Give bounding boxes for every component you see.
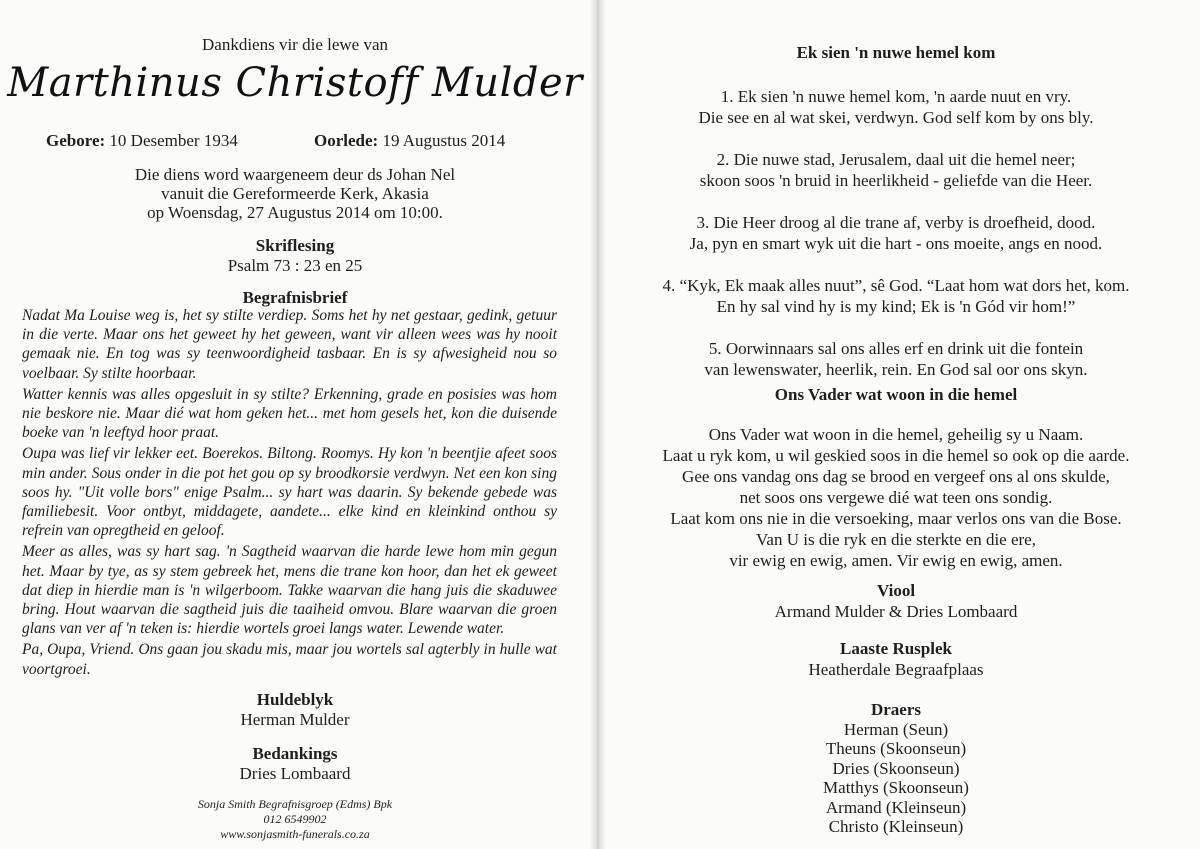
prayer-line: vir ewig en ewig, amen. Vir ewig en ewig, amen. — [729, 551, 1063, 570]
footer-company: Sonja Smith Begrafnisgroep (Edms) Bpk — [197, 797, 393, 811]
page-fold — [590, 0, 606, 849]
died-date — [314, 131, 505, 151]
letter-paragraph: Oupa was lief vir lekker eet. Boerekos. Biltong. Roomys. Hy kon 'n beentjie afeet soos min ander. Sous onder in die pot het gou op sy broodkorsie verdwyn. Net een kon sing soos hy. "Uit volle bors" enige Psalm... sy hart was daarin. Sy bekende gebede was familiebesit. Voor ontbyt, middagete, aandete... elke kind en kleinkind onthou sy refrein van opregtheid en geloof. — [22, 445, 557, 540]
born-label: Gebore: — [46, 131, 106, 150]
born-value: 10 Desember 1934 — [109, 131, 238, 150]
footer-phone: 012 6549902 — [263, 812, 327, 826]
letter-paragraph: Watter kennis was alles opgesluit in sy stilte? Erkenning, grade en posisies was hom nie beskore nie. Maar dié wat hom geken het... met hom gesels het, kon die duisende boeke van 'n leeftyd hoor praat. — [22, 385, 557, 442]
prayer-line: Laat kom ons nie in die versoeking, maar verlos ons van die Bose. — [670, 509, 1122, 528]
service-details — [0, 165, 590, 222]
bearers-section — [606, 700, 1186, 837]
bearer-item: Christo (Kleinseun) — [828, 817, 964, 836]
service-line: vanuit die Gereformeerde Kerk, Akasia — [161, 184, 429, 203]
violin-value: Armand Mulder & Dries Lombaard — [774, 602, 1018, 621]
prayer-line: Ons Vader wat woon in die hemel, geheilig sy u Naam. — [708, 425, 1084, 444]
letter-title — [0, 288, 590, 308]
bearer-item: Dries (Skoonseun) — [832, 758, 960, 778]
letter-heading: Begrafnisbrief — [242, 288, 348, 307]
bearer-item: Matthys (Skoonseun) — [823, 778, 969, 797]
rest-title: Laaste Rusplek — [840, 639, 952, 658]
violin-title: Viool — [876, 581, 916, 600]
hymn-title: Ek sien 'n nuwe hemel kom — [796, 43, 996, 62]
letter-paragraph: Pa, Oupa, Vriend. Ons gaan jou skadu mis, maar jou wortels sal agterbly in hulle wat voortgroei. — [22, 641, 557, 678]
service-line: Die diens word waargeneem deur ds Johan Nel — [134, 165, 456, 184]
funeral-letter — [22, 306, 557, 681]
prayer-title: Ons Vader wat woon in die hemel — [774, 385, 1018, 404]
reading-value: Psalm 73 : 23 en 25 — [227, 256, 363, 275]
verse-line: 4. “Kyk, Ek maak alles nuut”, sê God. “Laat hom wat dors het, kom. — [662, 276, 1130, 295]
verse-line: van lewenswater, heerlik, rein. En God sal oor ons skyn. — [704, 360, 1088, 379]
bearer-item: Theuns (Skoonseun) — [825, 739, 967, 758]
letter-paragraph: Nadat Ma Louise weg is, het sy stilte verdiep. Soms het hy net gestaar, gedink, getuur in die verte. Maar ons het geweet hy het geween, want vir alleen wees was hy nooit gemaak nie. En tog was sy teenwoordigheid tasbaar. En is sy afwesigheid nou so voelbaar. Sy stilte hoorbaar. — [22, 307, 557, 382]
verse-line: En hy sal vind hy is my kind; Ek is 'n Gód vir hom!” — [716, 297, 1076, 316]
reading-title: Skriflesing — [255, 236, 335, 255]
prayer-line: Laat u ryk kom, u wil geskied soos in die hemel so ook op die aarde. — [662, 446, 1130, 465]
funeral-home-footer — [0, 797, 590, 842]
violin-section — [606, 580, 1186, 622]
hymn-verse — [606, 275, 1186, 317]
tribute-title: Huldeblyk — [256, 690, 334, 709]
tribute-section — [0, 690, 590, 730]
verse-line: skoon soos 'n bruid in heerlikheid - geliefde van die Heer. — [699, 171, 1093, 190]
rest-section — [606, 638, 1186, 680]
prayer-line: net soos ons vergewe dié wat teen ons sondig. — [739, 488, 1053, 507]
deceased-name: Marthinus Christoff Mulder — [7, 60, 583, 106]
rest-value: Heatherdale Begraafplaas — [808, 660, 984, 679]
prayer-text — [606, 424, 1186, 571]
bearer-item: Armand (Kleinseun) — [825, 797, 967, 817]
died-value: 19 Augustus 2014 — [382, 131, 506, 150]
verse-line: Ja, pyn en smart wyk uit die hart - ons moeite, angs en nood. — [689, 234, 1103, 253]
born-date — [46, 131, 238, 151]
thanks-section — [0, 744, 590, 784]
tribute-value: Herman Mulder — [240, 710, 350, 729]
hymn-verse — [606, 338, 1186, 380]
verse-line: 2. Die nuwe stad, Jerusalem, daal uit die hemel neer; — [716, 150, 1076, 169]
reading-section — [0, 236, 590, 276]
prayer-line: Gee ons vandag ons dag se brood en vergeef ons al ons skulde, — [682, 467, 1110, 486]
verse-line: 1. Ek sien 'n nuwe hemel kom, 'n aarde nuut en vry. — [720, 87, 1072, 106]
hymn-verse — [606, 149, 1186, 191]
verse-line: 3. Die Heer droog al die trane af, verby is droefheid, dood. — [696, 213, 1096, 232]
intro-line: Dankdiens vir die lewe van — [202, 35, 388, 54]
thanks-title: Bedankings — [252, 744, 338, 763]
service-line: op Woensdag, 27 Augustus 2014 om 10:00. — [147, 203, 443, 222]
prayer-line: Van U is die ryk en die sterkte en die ere, — [756, 530, 1036, 549]
verse-line: Die see en al wat skei, verdwyn. God self kom by ons bly. — [698, 108, 1094, 127]
hymn-verses — [606, 86, 1186, 380]
letter-paragraph: Meer as alles, was sy hart sag. 'n Sagtheid waarvan die harde lewe hom min gegun het. Maar by tye, as sy stem gebreek het, mens die trane kon hoor, dan het ek geweet dat diep in hierdie man is 'n wilgerboom. Takke waarvan die hang juis die skaduwee bring. Hout waarvan die sagtheid juis die taaiheid omvou. Blare waarvan die groen glans van ver af 'n teken is: hierdie wortels groei langs water. Lewende water. — [22, 543, 557, 638]
bearer-item: Herman (Seun) — [843, 719, 949, 739]
hymn-verse — [606, 86, 1186, 128]
bearers-title: Draers — [870, 700, 922, 719]
thanks-value: Dries Lombaard — [239, 764, 351, 783]
died-label: Oorlede: — [314, 131, 379, 150]
footer-website: www.sonjasmith-funerals.co.za — [220, 827, 370, 841]
verse-line: 5. Oorwinnaars sal ons alles erf en drink uit die fontein — [708, 339, 1084, 358]
hymn-verse — [606, 212, 1186, 254]
